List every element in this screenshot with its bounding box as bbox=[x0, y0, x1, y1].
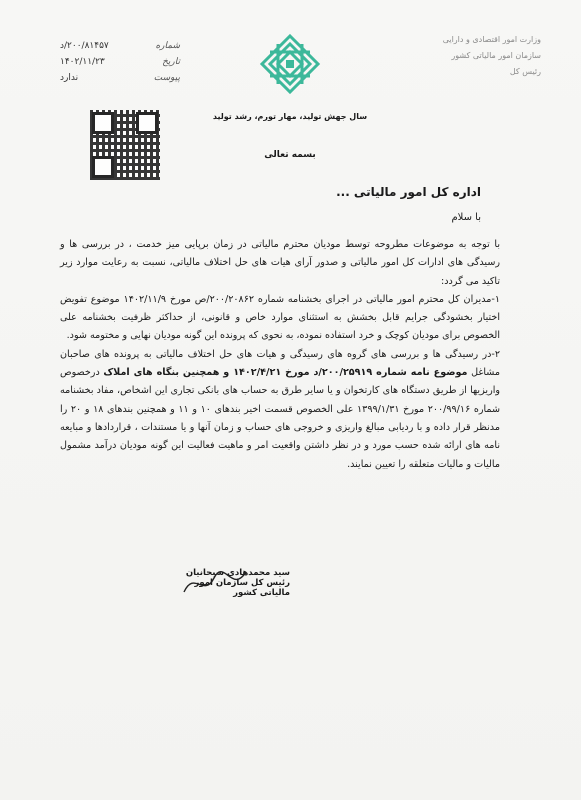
qr-code bbox=[90, 110, 160, 180]
item-1: ۱-مدیران کل محترم امور مالیاتی در اجرای بخشنامه شماره ۲۰۰/۲۰۸۶۲/ص مورخ ۱۴۰۲/۱۱/۹ موضوع تفویض اختیار بخشودگی جرایم قابل بخشش به استثنای موارد خاص و قانونی، از حداکثر ظرفیت بخشنامه علی الخصوص برای مودیان کوچک و خرد استفاده نموده، به نحوی که پرونده این گونه مودیان نهایی و مختومه شود. bbox=[60, 293, 500, 342]
tax-organization-logo bbox=[258, 32, 322, 96]
letter-body bbox=[60, 236, 500, 474]
date-label: تاریخ bbox=[162, 57, 180, 67]
signer-name: سید محمدهادی سبحانیان bbox=[185, 568, 290, 578]
letter-meta bbox=[60, 38, 180, 86]
ministry-line: سازمان امور مالیاتی کشور bbox=[451, 51, 541, 60]
attachment-label: پیوست bbox=[153, 73, 180, 83]
item-2-start: ۲-در رسیدگی ها و بررسی های گروه های رسیدگی و هیات های حل اختلاف مالیاتی به پرونده های صاحبان مشاغل bbox=[60, 348, 500, 379]
intro-paragraph: با توجه به موضوعات مطروحه توسط مودیان محترم مالیاتی در زمان برپایی میز خدمت ، در بررسی ها و رسیدگی های ادارات کل امور مالیاتی و صدور آرای هیات های حل اختلاف مالیاتی، نسبت به رعایت موارد زیر تاکید می گردد: bbox=[60, 239, 500, 287]
ministry-line: رئیس کل bbox=[509, 67, 541, 76]
ministry-header bbox=[431, 32, 541, 80]
signer-title: رئیس کل سازمان امور مالیاتی کشور bbox=[194, 578, 290, 598]
date-value: ۱۴۰۲/۱۱/۲۳ bbox=[60, 57, 105, 67]
greeting: با سلام bbox=[451, 212, 481, 223]
number-value: ۲۰۰/۸۱۴۵۷/د bbox=[60, 41, 109, 51]
recipient: اداره کل امور مالیاتی ... bbox=[336, 185, 481, 199]
year-motto: سال جهش تولید، مهار تورم، رشد تولید bbox=[212, 112, 368, 121]
handwritten-signature bbox=[180, 564, 250, 602]
attachment-value: ندارد bbox=[60, 73, 79, 83]
item-2-rest: درخصوص واریزیها از طریق دستگاه های کارتخوان و یا سایر طرق به حساب های بانکی تجاری این اشخاص، مفاد بخشنامه شماره ۲۰۰/۹۹/۱۶ مورخ ۱۳۹۹/۱/۳۱ علی الخصوص قسمت اخیر بندهای ۱۰ و ۱۱ و همچنین بندهای ۱۸ و ۲۰ را مدنظر قرار داده و با ردیابی مبالغ واریزی و خروجی های حساب و زمان آنها و یا مستندات ، قراردادها و مبایعه نامه های ارائه شده حسب مورد و در نظر داشتن واقعیت امر و ماهیت فعالیت این گونه مودیان درآمد مشمول مالیات و مالیات متعلقه را تعیین نمایند. bbox=[60, 367, 501, 470]
signature-block bbox=[170, 568, 290, 598]
number-label: شماره bbox=[155, 41, 180, 51]
item-2-highlight: موضوع نامه شماره ۲۰۰/۲۵۹۱۹/د مورخ ۱۴۰۲/۴/۲۱ و همچنین بنگاه های املاک bbox=[103, 367, 468, 379]
ministry-line: وزارت امور اقتصادی و دارایی bbox=[442, 35, 541, 44]
bismillah: بسمه تعالی bbox=[264, 150, 316, 160]
item-2 bbox=[60, 346, 500, 474]
